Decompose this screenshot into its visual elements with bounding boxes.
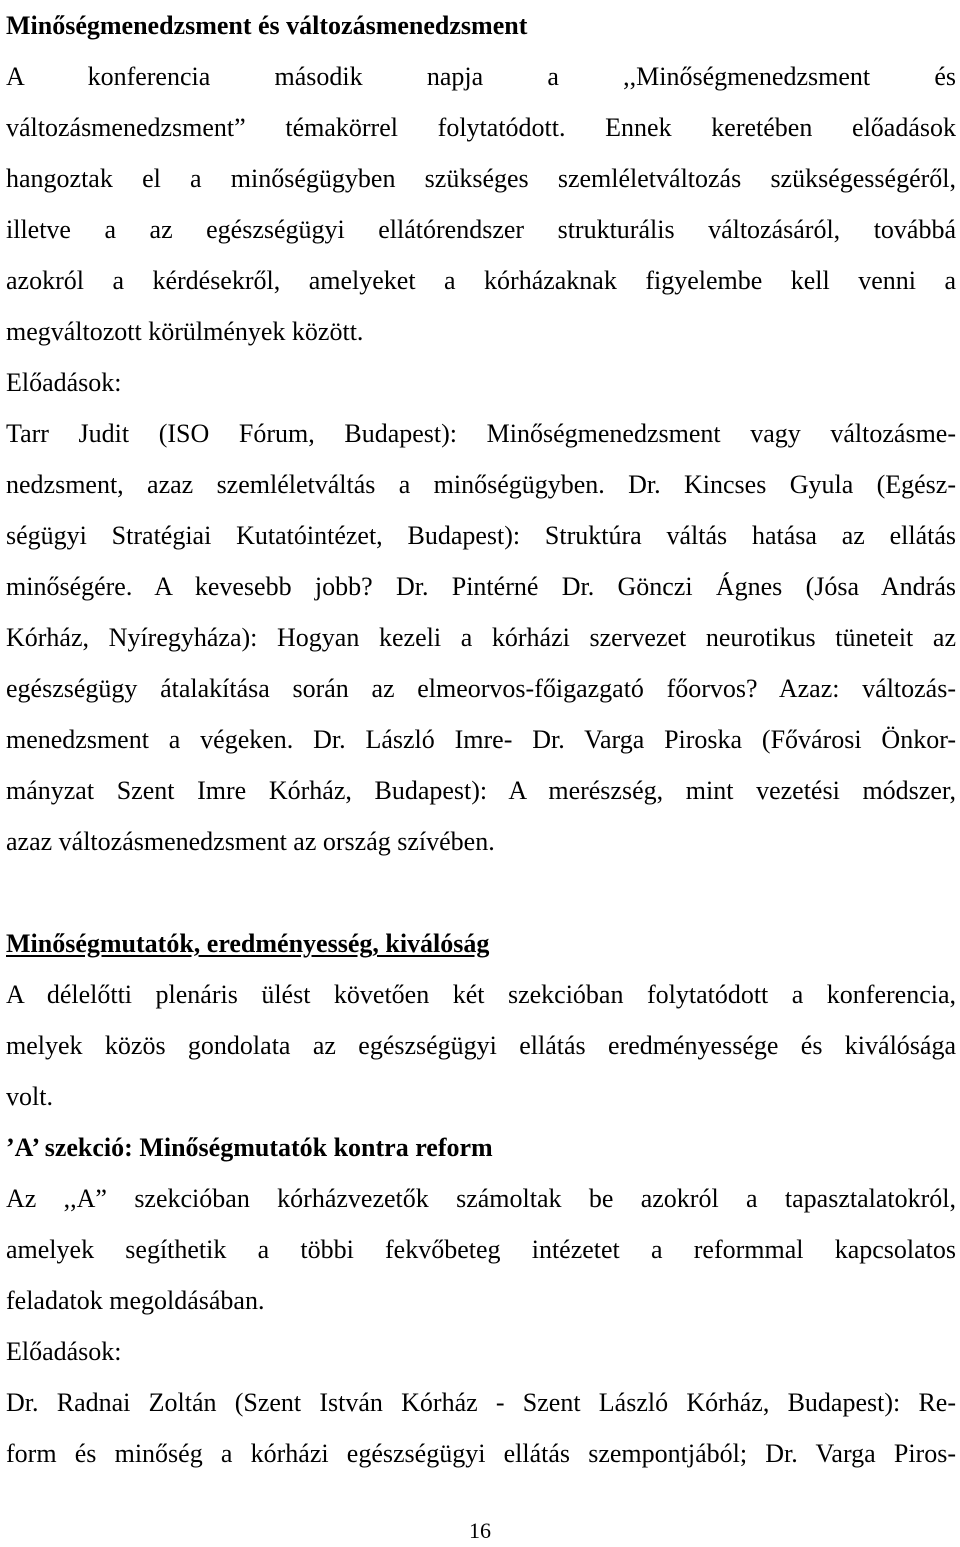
lecture-line: ségügyi Stratégiai Kutatóintézet, Budapest): Struktúra váltás hatása az ellátás — [6, 521, 956, 550]
page-number: 16 — [469, 1518, 491, 1543]
paragraph-line: feladatok megoldásában. — [6, 1286, 265, 1315]
lecture-line: Kórház, Nyíregyháza): Hogyan kezeli a kórházi szervezet neurotikus tüneteit az — [6, 623, 956, 652]
section-title-quality-indicators: Minőségmutatók, eredményesség, kiválóság — [6, 929, 490, 958]
paragraph-line: változásmenedzsment” témakörrel folytatódott. Ennek keretében előadások — [6, 113, 956, 142]
paragraph-line: azokról a kérdésekről, amelyeket a kórházaknak figyelembe kell venni a — [6, 266, 956, 295]
lecture-line: egészségügy átalakítása során az elmeorvos-főigazgató főorvos? Azaz: változás- — [6, 674, 956, 703]
paragraph-line: amelyek segíthetik a többi fekvőbeteg intézetet a reformmal kapcsolatos — [6, 1235, 956, 1264]
paragraph-line: A délelőtti plenáris ülést követően két szekcióban folytatódott a konferencia, — [6, 980, 956, 1009]
lecture-line: menedzsment a végeken. Dr. László Imre- Dr. Varga Piroska (Fővárosi Önkor- — [6, 725, 956, 754]
paragraph-line: Az ,,A” szekcióban kórházvezetők számoltak be azokról a tapasztalatokról, — [6, 1184, 956, 1213]
section-spacer — [6, 867, 956, 918]
paragraph-line: volt. — [6, 1082, 53, 1111]
section-title-quality-change-management: Minőségmenedzsment és változásmenedzsment — [6, 11, 528, 40]
lecture-line: Dr. Radnai Zoltán (Szent István Kórház - Szent László Kórház, Budapest): Re- — [6, 1388, 956, 1417]
lecture-line: Tarr Judit (ISO Fórum, Budapest): Minőségmenedzsment vagy változásme- — [6, 419, 956, 448]
paragraph-line: melyek közös gondolata az egészségügyi ellátás eredményessége és kiválósága — [6, 1031, 956, 1060]
lecture-line: minőségére. A kevesebb jobb? Dr. Pintérné Dr. Gönczi Ágnes (Jósa András — [6, 572, 956, 601]
lectures-label: Előadások: — [6, 368, 122, 397]
lecture-line: azaz változásmenedzsment az ország szívében. — [6, 827, 495, 856]
lecture-line: nedzsment, azaz szemléletváltás a minőségügyben. Dr. Kincses Gyula (Egész- — [6, 470, 956, 499]
lecture-line: mányzat Szent Imre Kórház, Budapest): A merészség, mint vezetési módszer, — [6, 776, 956, 805]
section-title-a-section: ’A’ szekció: Minőségmutatók kontra reform — [6, 1133, 493, 1162]
paragraph-line: A konferencia második napja a ,,Minőségmenedzsment és — [6, 62, 956, 91]
lecture-line: form és minőség a kórházi egészségügyi ellátás szempontjából; Dr. Varga Piros- — [6, 1439, 956, 1468]
paragraph-line: hangoztak el a minőségügyben szükséges szemléletváltozás szükségességéről, — [6, 164, 956, 193]
paragraph-line: megváltozott körülmények között. — [6, 317, 364, 346]
document-page — [6, 0, 956, 1479]
paragraph-line: illetve a az egészségügyi ellátórendszer strukturális változásáról, továbbá — [6, 215, 956, 244]
lectures-label: Előadások: — [6, 1337, 122, 1366]
